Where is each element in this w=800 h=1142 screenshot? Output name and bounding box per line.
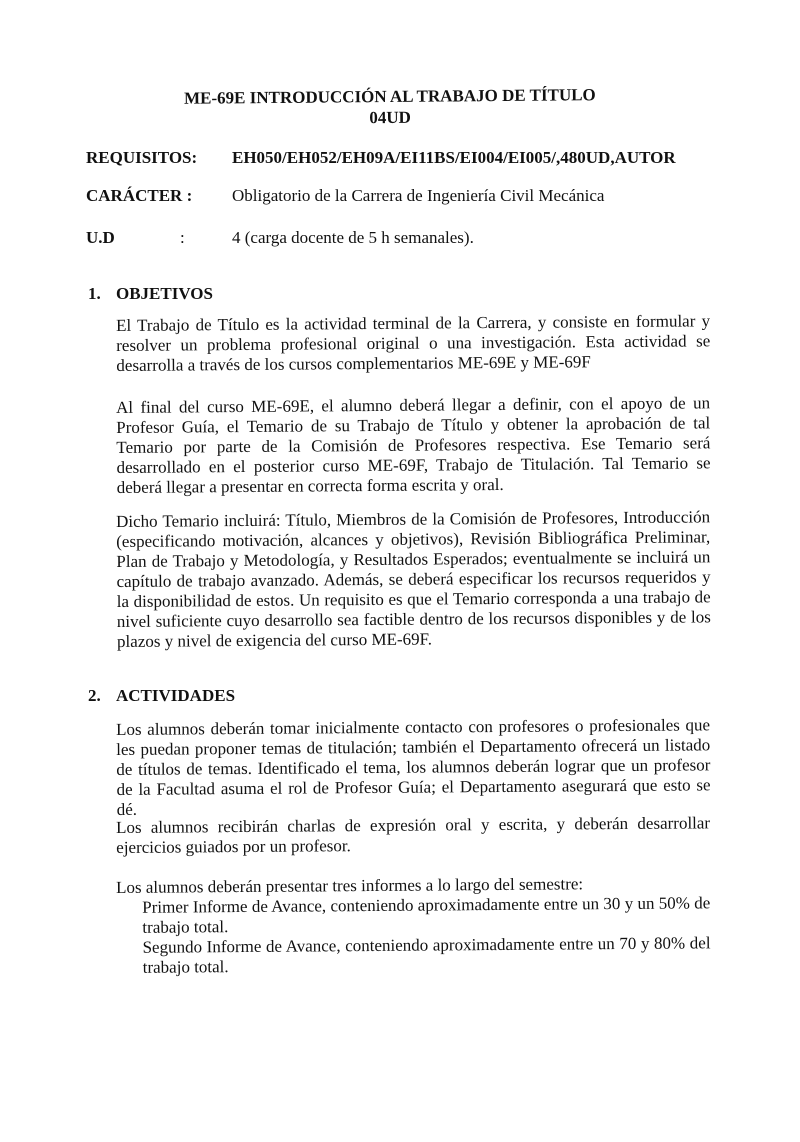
section-heading-actividades [88, 686, 235, 706]
section-title: OBJETIVOS [116, 284, 213, 303]
paragraph: Los alumnos recibirán charlas de expresión oral y escrita, y deberán desarrollar ejercicios guiados por un profesor. [116, 813, 711, 857]
section-number: 2. [88, 686, 101, 705]
requisitos-label: REQUISITOS: [86, 148, 198, 167]
paragraph: Al final del curso ME-69E, el alumno deberá llegar a definir, con el apoyo de un Profesor Guía, el Temario de su Trabajo de Título y obtener la aprobación de tal Temario por parte de la Comisión de Profesores respectiva. Ese Temario será desarrollado en el posterior curso ME-69F, Trabajo de Titulación. Tal Temario se deberá llegar a presentar en correcta forma escrita y oral. [116, 393, 711, 497]
ud-label: U.D [86, 228, 115, 247]
paragraph: Dicho Temario incluirá: Título, Miembros de la Comisión de Profesores, Introducción (especificando motivación, alcances y objetivos), Revisión Bibliográfica Preliminar, Plan de Trabajo y Metodología, y Resultados Esperados; eventualmente se incluirá un capítulo de trabajo avanzado. Además, se deberá especificar los recursos requeridos y la disponibilidad de estos. Un requisito es que el Temario corresponda a una trabajo de nivel suficiente cuyo desarrollo sea factible dentro de los recursos disponibles y de los plazos y nivel de exigencia del curso ME-69F. [116, 507, 711, 651]
list-item: Segundo Informe de Avance, conteniendo aproximadamente entre un 70 y 80% del trabajo total. [142, 933, 711, 977]
requisitos-value: EH050/EH052/EH09A/EI11BS/EI004/EI005/,480UD,AUTOR [232, 148, 676, 167]
requisitos-row [86, 148, 726, 172]
ud-colon: : [180, 228, 185, 247]
paragraph: El Trabajo de Título es la actividad terminal de la Carrera, y consiste en formular y resolver un problema profesional original o una investigación. Esta actividad se desarrolla a través de los cursos complementarios ME-69E y ME-69F [116, 311, 711, 375]
section-number: 1. [88, 284, 101, 303]
ud-value: 4 (carga docente de 5 h semanales). [232, 228, 474, 247]
paragraph: Los alumnos deberán tomar inicialmente contacto con profesores o profesionales que les puedan proponer temas de titulación; también el Departamento ofrecerá un listado de títulos de temas. Identificado el tema, los alumnos deberán lograr que un profesor de la Facultad asuma el rol de Profesor Guía; el Departamento asegurará que esto se dé. [116, 715, 711, 819]
list-item: Primer Informe de Avance, conteniendo aproximadamente entre un 30 y un 50% de trabajo total. [142, 893, 711, 937]
section-title: ACTIVIDADES [116, 686, 236, 705]
course-credits: 04UD [369, 107, 411, 128]
list-intro: Los alumnos deberán presentar tres informes a lo largo del semestre: [116, 874, 584, 897]
report-list [116, 873, 711, 978]
course-title-line: ME-69E INTRODUCCIÓN AL TRABAJO DE TÍTULO [183, 85, 596, 108]
caracter-value: Obligatorio de la Carrera de Ingeniería Civil Mecánica [232, 186, 605, 205]
course-title [90, 83, 690, 130]
caracter-row [86, 186, 726, 210]
caracter-label: CARÁCTER : [86, 186, 193, 205]
section-heading-objetivos [88, 284, 213, 304]
ud-row [86, 228, 726, 252]
